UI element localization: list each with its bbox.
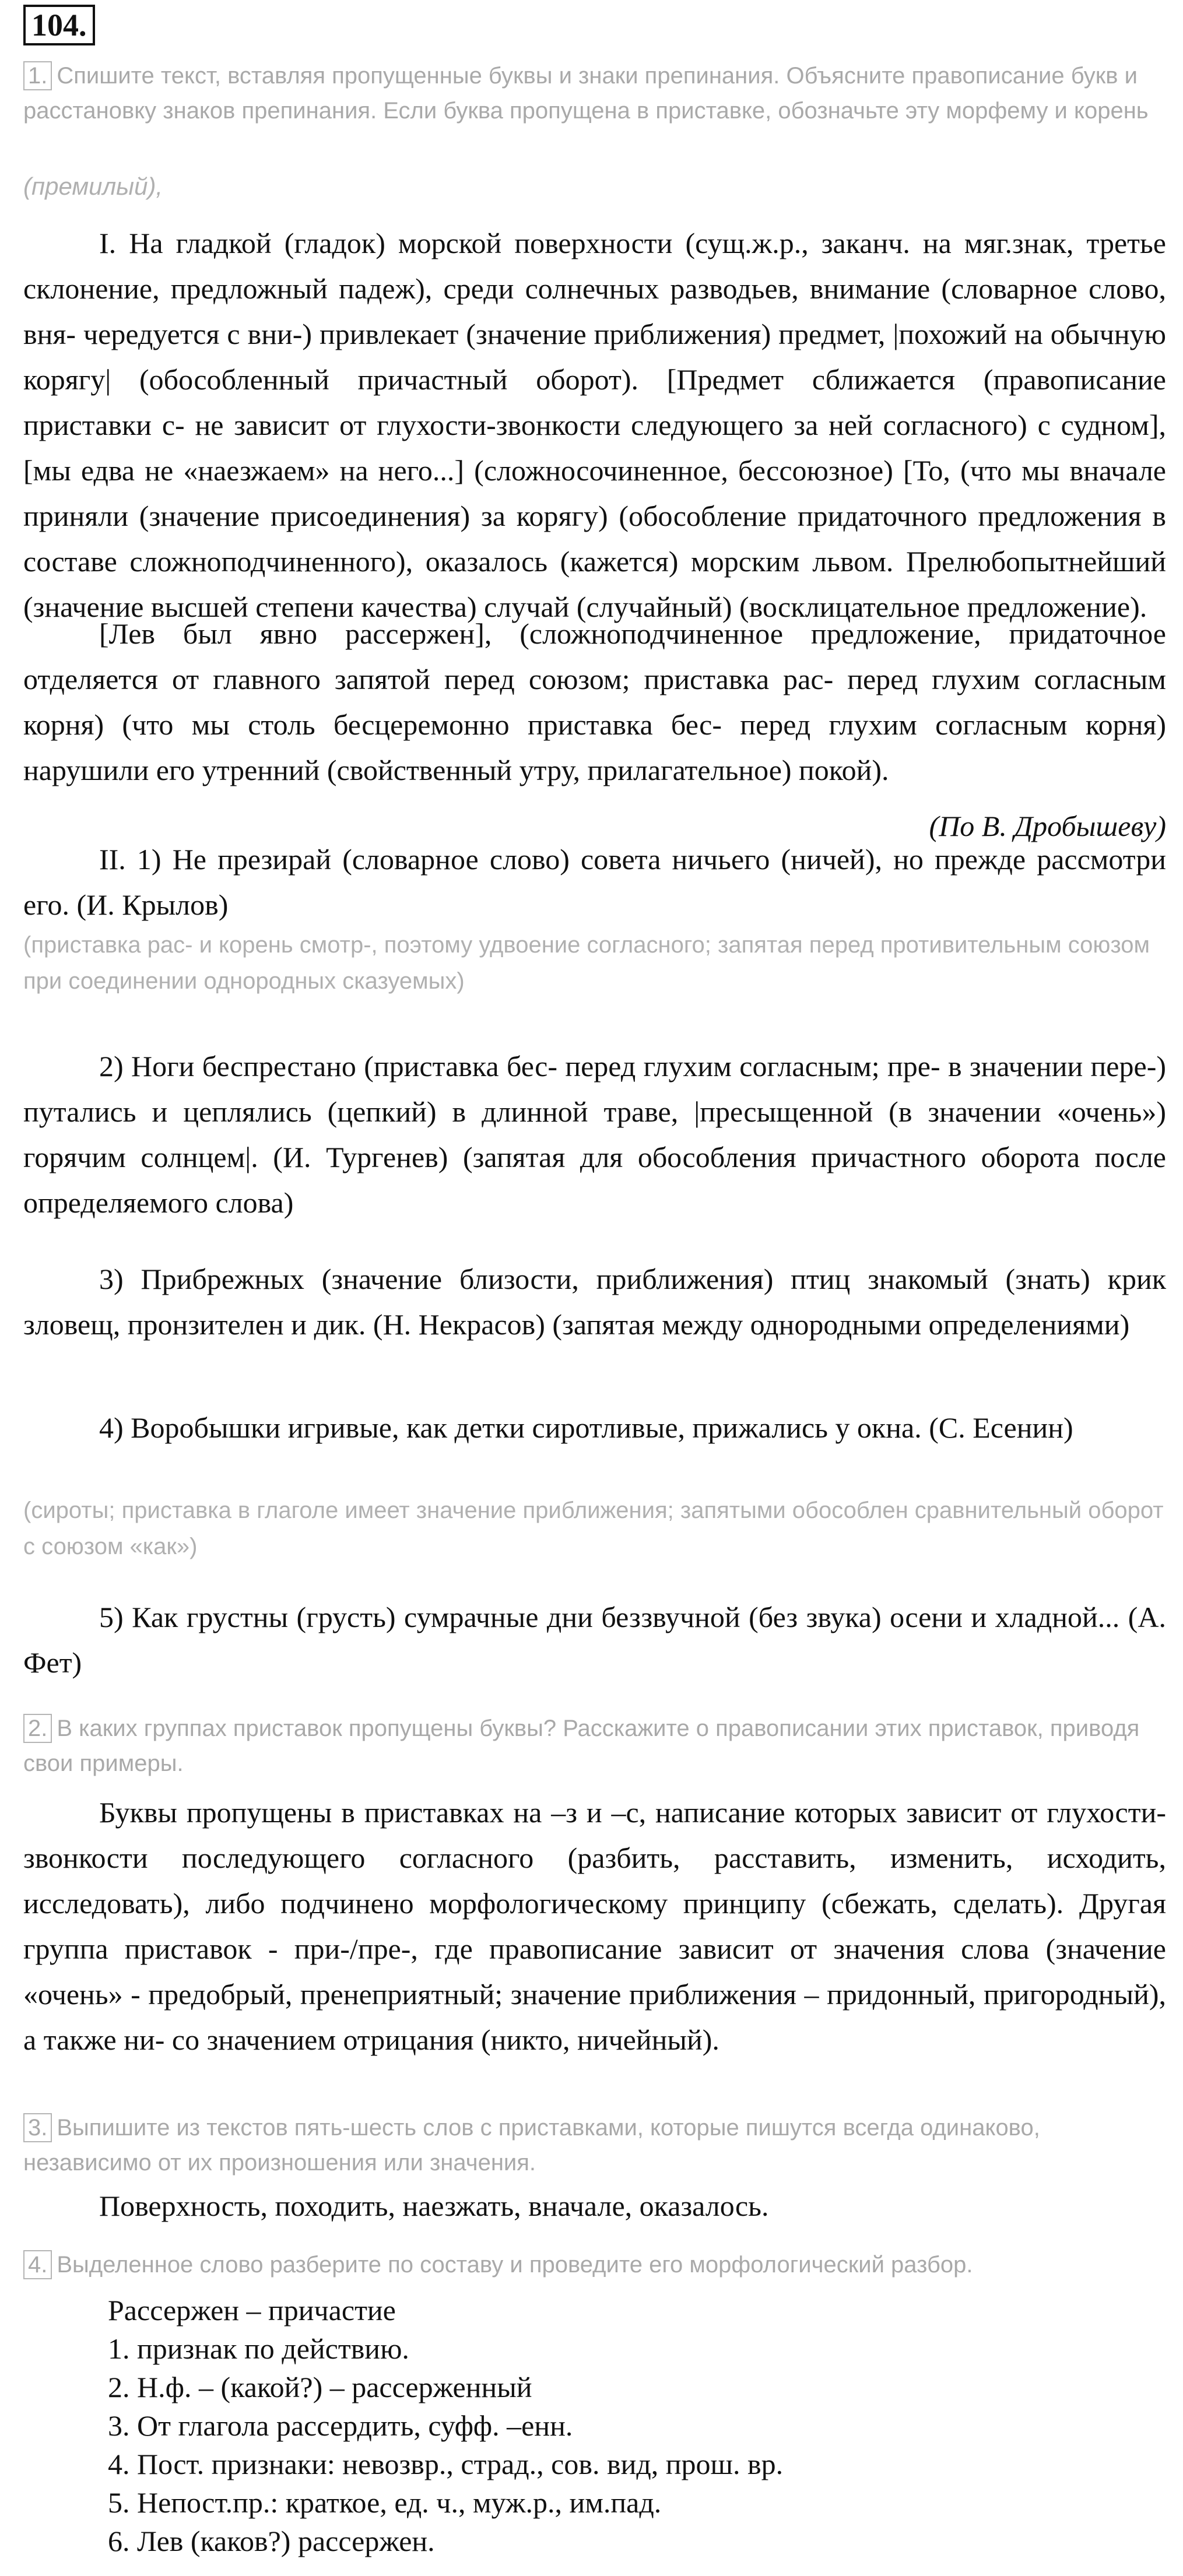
question-1-example: (премилый), xyxy=(23,173,163,200)
part2-sentence-1-note: (приставка рас- и корень смотр-, поэтому удвоение согласного; запятая перед противительным союзом при соединении однородных сказуемых) xyxy=(23,932,1150,994)
question-3-number: 3. xyxy=(23,2113,52,2142)
part2-sentence-5: 5) Как грустны (грусть) сумрачные дни беззвучной (без звука) осени и хладной... (А. Фет) xyxy=(23,1601,1166,1679)
question-2-answer: Буквы пропущены в приставках на –з и –с, написание которых зависит от глухости-звонкости последующего согласного (разбить, расставить, изменить, исходить, исследовать), либо подчинено морфологическому принципу (сбежать, сделать). Другая группа приставок - при-/пре-, где правописание зависит от значения слова (значение «очень» - предобрый, пренеприятный; значение приближения – придонный, пригородный), а также ни- со значением отрицания (никто, ничейный). xyxy=(23,1796,1166,2056)
part1-source: (По В. Дробышеву) xyxy=(929,810,1166,842)
question-2 xyxy=(23,1711,1166,1781)
question-2-number: 2. xyxy=(23,1714,52,1743)
morph-line-6: 6. Лев (каков?) рассержен. xyxy=(108,2525,435,2557)
task-number: 104. xyxy=(23,5,95,45)
morph-line-2: 2. Н.ф. – (какой?) – рассерженный xyxy=(108,2371,532,2403)
morph-line-3: 3. От глагола рассердить, суфф. –енн. xyxy=(108,2409,573,2442)
question-4-number: 4. xyxy=(23,2250,52,2279)
question-2-text: В каких группах приставок пропущены буквы? Расскажите о правописании этих приставок, приводя свои примеры. xyxy=(23,1716,1140,1776)
morph-line-4: 4. Пост. признаки: невозвр., страд., сов. вид, прош. вр. xyxy=(108,2448,784,2480)
question-4 xyxy=(23,2247,1166,2282)
question-3-text: Выпишите из текстов пять-шесть слов с приставками, которые пишутся всегда одинаково, независимо от их произношения или значения. xyxy=(23,2115,1040,2176)
morph-line-5: 5. Непост.пр.: краткое, ед. ч., муж.р., им.пад. xyxy=(108,2486,662,2519)
question-1 xyxy=(23,58,1166,128)
morph-line-0: Рассержен – причастие xyxy=(108,2294,396,2327)
part2-sentence-4-note: (сироты; приставка в глаголе имеет значение приближения; запятыми обособлен сравнительный оборот с союзом «как») xyxy=(23,1498,1164,1559)
morph-line-1: 1. признак по действию. xyxy=(108,2332,409,2365)
question-1-number: 1. xyxy=(23,61,52,90)
question-3-answer: Поверхность, походить, наезжать, вначале, оказалось. xyxy=(99,2190,769,2222)
part2-sentence-4: 4) Воробышки игривые, как детки сиротливые, прижались у окна. (С. Есенин) xyxy=(99,1411,1073,1444)
question-3 xyxy=(23,2110,1166,2180)
part2-sentence-1: II. 1) Не презирай (словарное слово) совета ничьего (ничей), но прежде рассмотри его. (И. Крылов) xyxy=(23,843,1166,921)
part1-paragraph-1: I. На гладкой (гладок) морской поверхности (сущ.ж.р., заканч. на мяг.знак, третье склонение, предложный падеж), среди солнечных разводьев, внимание (словарное слово, вня- чередуется с вни-) привлекает (значение приближения) предмет, |похожий на обычную корягу| (обособленный причастный оборот). [Предмет сближается (правописание приставки с- не зависит от глухости-звонкости следующего за ней согласного) с судном], [мы едва не «наезжаем» на него...] (сложносочиненное, бессоюзное) [То, (что мы вначале приняли (значение присоединения) за корягу) (обособление придаточного предложения в составе сложноподчиненного), оказалось (кажется) морским львом. Прелюбопытнейший (значение высшей степени качества) случай (случайный) (восклицательное предложение). xyxy=(23,227,1166,623)
question-4-text: Выделенное слово разберите по составу и проведите его морфологический разбор. xyxy=(57,2252,973,2278)
question-1-text: Спишите текст, вставляя пропущенные буквы и знаки препинания. Объясните правописание букв и расстановку знаков препинания. Если буква пропущена в приставке, обозначьте эту морфему и корень xyxy=(23,63,1149,124)
part2-sentence-2: 2) Ноги беспрестано (приставка бес- перед глухим согласным; пре- в значении пере-) путались и цеплялись (цепкий) в длинной траве, |пресыщенной (в значении «очень») горячим солнцем|. (И. Тургенев) (запятая для обособления причастного оборота после определяемого слова) xyxy=(23,1050,1166,1219)
part1-paragraph-2: [Лев был явно рассержен], (сложноподчиненное предложение, придаточное отделяется от главного запятой перед союзом; приставка рас- перед глухим согласным корня) (что мы столь бесцеремонно приставка бес- перед глухим согласным корня) нарушили его утренний (свойственный утру, прилагательное) покой). xyxy=(23,617,1166,786)
part2-sentence-3: 3) Прибрежных (значение близости, приближения) птиц знакомый (знать) крик зловещ, пронзителен и дик. (Н. Некрасов) (запятая между однородными определениями) xyxy=(23,1263,1166,1341)
